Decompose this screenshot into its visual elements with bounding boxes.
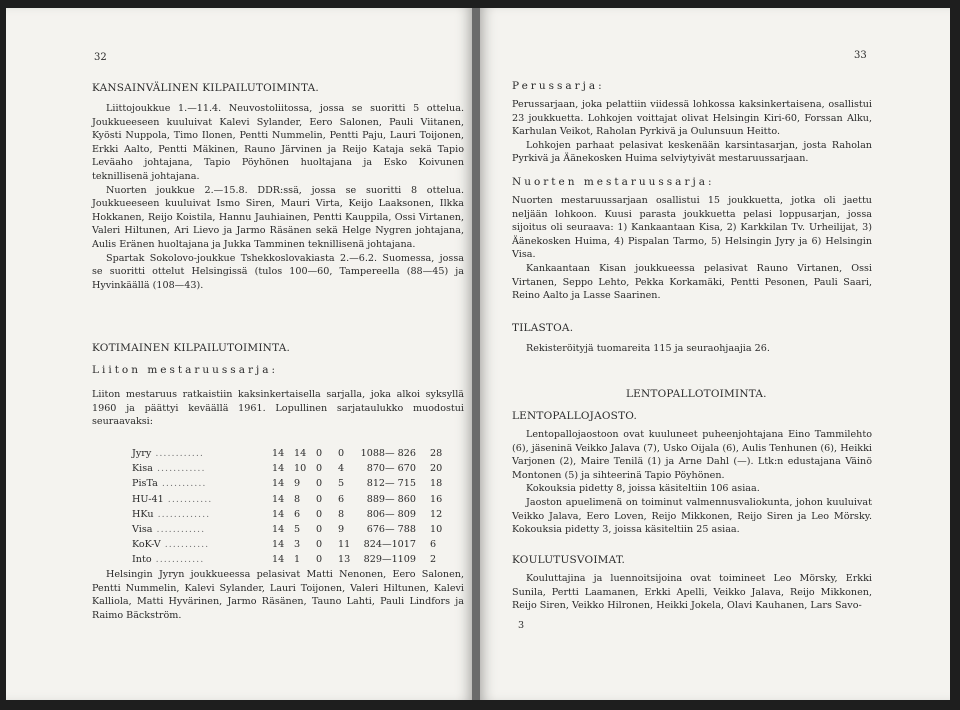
lost-cell: 0: [338, 448, 345, 459]
lost-cell: 6: [338, 493, 345, 505]
played-cell: 14: [272, 478, 285, 490]
won-cell: 1: [294, 554, 301, 566]
section-title-domestic: KOTIMAINEN KILPAILUTOIMINTA.: [92, 342, 291, 354]
team-label: Jyry: [132, 448, 152, 459]
book-gutter: [472, 8, 480, 700]
goals-cell: 812— 715: [366, 478, 416, 490]
played-cell: 14: [272, 448, 285, 459]
paragraph: Nuorten mestaruussarjaan osallistui 15 joukkuetta, jotka oli jaettu neljään lohkoon. Kuusi parasta joukkuetta pelasi loppusarjan, jossa sijoitus oli seuraava: 1) Kankaantaan Kisa, 2) Karkkilan Tv. Urheilijat, 3) Äänekosken Huima, 4) Pispalan Tarmo, 5) Helsingin Jyry ja 6) Helsingin Visa.: [512, 195, 872, 261]
won-cell: 5: [294, 524, 301, 536]
series-title: Liiton mestaruussarja:: [92, 364, 279, 376]
lost-cell: 8: [338, 508, 345, 520]
paragraph: Perussarjaan, joka pelattiin viidessä lohkossa kaksinkertaisena, osallistui 23 joukkuetta. Lohkojen voittajat olivat Helsingin Kiri-60, Forssan Alku, Karhulan Veikot, Raholan Pyrkivä ja Oulunsuun Heitto.: [512, 99, 872, 138]
drawn-cell: 0: [316, 554, 323, 566]
paragraph: Helsingin Jyryn joukkueessa pelasivat Matti Nenonen, Eero Salonen, Pentti Nummelin, Kalevi Sylander, Lauri Toijonen, Valeri Hiltunen, Kalevi Kalliola, Matti Hyvärinen, Jarmo Räsänen, Tauno Lahti, Pauli Lindfors ja Raimo Bäckström.: [92, 569, 464, 621]
lost-cell: 4: [338, 463, 345, 475]
won-cell: 8: [294, 493, 301, 505]
left-page: [6, 8, 472, 700]
table-row: [132, 522, 450, 537]
won-cell: 9: [294, 478, 301, 490]
leader-dots: ............: [152, 524, 206, 536]
page-number-right: 33: [854, 50, 867, 61]
lentopallotoiminta-title: LENTOPALLOTOIMINTA.: [626, 388, 767, 400]
lost-cell: 13: [338, 554, 351, 566]
team-name: [132, 476, 272, 491]
table-row: [132, 476, 450, 491]
played-cell: 14: [272, 463, 285, 475]
won-cell: 3: [294, 539, 301, 551]
paragraph: Liiton mestaruus ratkaistiin kaksinkertaisella sarjalla, joka alkoi syksyllä 1960 ja päättyi keväällä 1961. Lopullinen sarjataulukko muodostui seuraavaksi:: [92, 389, 464, 428]
drawn-cell: 0: [316, 463, 323, 475]
played-cell: 14: [272, 508, 285, 520]
leader-dots: ............: [151, 554, 205, 566]
nuorten-text: [512, 194, 872, 303]
team-label: HKu: [132, 508, 154, 520]
table-row: [132, 461, 450, 476]
team-name: [132, 492, 272, 507]
points-cell: 28: [430, 448, 443, 459]
team-name: [132, 522, 272, 537]
team-name: [132, 507, 272, 522]
series-intro-text: [92, 388, 464, 429]
played-cell: 14: [272, 493, 285, 505]
points-cell: 16: [430, 493, 443, 505]
points-cell: 10: [430, 524, 443, 536]
team-label: Into: [132, 554, 152, 566]
played-cell: 14: [272, 554, 285, 566]
goals-cell: 676— 788: [366, 524, 416, 536]
international-text: [92, 102, 464, 292]
drawn-cell: 0: [316, 478, 323, 490]
goals-cell: 1088— 826: [360, 448, 416, 459]
page-number-left: 32: [94, 52, 107, 63]
team-name: [132, 537, 272, 552]
koulutusvoimat-title: KOULUTUSVOIMAT.: [512, 554, 626, 566]
drawn-cell: 0: [316, 448, 323, 459]
paragraph: Lentopallojaostoon ovat kuuluneet puheenjohtajana Eino Tammilehto (6), jäseninä Veikko Jalava (7), Usko Oijala (6), Aulis Tenhunen (6), Heikki Varjonen (2), Maire Tenilä (1) ja Arne Dahl (—). Ltk:n edustajana Väinö Montonen (5) ja sihteerinä Tapio Pöyhönen.: [512, 429, 872, 481]
table-row: [132, 446, 450, 461]
played-cell: 14: [272, 524, 285, 536]
points-cell: 12: [430, 508, 443, 520]
paragraph: Spartak Sokolovo-joukkue Tshekkoslovakiasta 2.—6.2. Suomessa, jossa se suoritti ottelut Helsingissä (tulos 100—60, Tampereella (88—45) ja Hyvinkäällä (108—43).: [92, 252, 464, 291]
leader-dots: ............: [151, 448, 204, 459]
won-cell: 14: [294, 448, 307, 459]
team-label: Visa: [132, 524, 153, 536]
played-cell: 14: [272, 539, 285, 551]
team-label: HU-41: [132, 493, 164, 505]
points-cell: 20: [430, 463, 443, 475]
koulutusvoimat-text: [512, 572, 872, 613]
goals-cell: 829—1109: [363, 554, 416, 566]
team-name: [132, 461, 272, 476]
nuorten-title: Nuorten mestaruussarja:: [512, 176, 715, 188]
leader-dots: ...........: [160, 539, 210, 551]
lentopallojaosto-title: LENTOPALLOJAOSTO.: [512, 410, 638, 422]
paragraph: Liittojoukkue 1.—11.4. Neuvostoliitossa, jossa se suoritti 5 ottelua. Joukkueeseen kuuluivat Kalevi Sylander, Eero Salonen, Pauli Viitanen, Kyösti Nuppola, Timo Ilonen, Pentti Nummelin, Pentti Paju, Lauri Toijonen, Erkki Aalto, Pentti Mäkinen, Rauno Järvinen ja Reijo Kataja sekä Tapio Leväaho johtajana, Tapio Pöyhönen huoltajana ja Esko Koivunen teknillisenä johtajana.: [92, 103, 464, 182]
goals-cell: 806— 809: [366, 508, 416, 520]
drawn-cell: 0: [316, 508, 323, 520]
drawn-cell: 0: [316, 524, 323, 536]
drawn-cell: 0: [316, 493, 323, 505]
standings-table: [132, 446, 450, 568]
team-name: [132, 552, 272, 567]
points-cell: 6: [430, 539, 437, 551]
team-name: [132, 446, 272, 461]
bottom-number: 3: [518, 620, 525, 631]
paragraph: Rekisteröityjä tuomareita 115 ja seuraohjaajia 26.: [526, 343, 770, 354]
leader-dots: ...........: [157, 478, 207, 490]
team-label: PisTa: [132, 478, 158, 490]
won-cell: 10: [294, 463, 307, 475]
goals-cell: 870— 670: [366, 463, 416, 475]
lost-cell: 9: [338, 524, 345, 536]
table-row: [132, 537, 450, 552]
lost-cell: 5: [338, 478, 345, 490]
points-cell: 18: [430, 478, 443, 490]
paragraph: Lohkojen parhaat pelasivat keskenään karsintasarjan, josta Raholan Pyrkivä ja Äänekosken Huima selviytyivät mestaruussarjaan.: [512, 139, 872, 165]
paragraph: Kouluttajina ja luennoitsijoina ovat toimineet Leo Mörsky, Erkki Sunila, Pertti Laamanen, Erkki Apelli, Veikko Jalava, Reijo Mikkonen, Reijo Siren, Veikko Hilronen, Heikki Jokela, Olavi Kauhanen, Lars Savo-: [512, 573, 872, 612]
leader-dots: .............: [153, 508, 211, 520]
paragraph: Kankaantaan Kisan joukkueessa pelasivat Rauno Virtanen, Ossi Virtanen, Seppo Lehto, Pekka Korkamäki, Pentti Pesonen, Pauli Saari, Reino Aalto ja Lasse Saarinen.: [512, 262, 872, 302]
table-row: [132, 492, 450, 507]
leader-dots: ...........: [163, 493, 213, 505]
right-page: [480, 8, 950, 700]
goals-cell: 824—1017: [363, 539, 416, 551]
closing-text: [92, 568, 464, 622]
section-title-international: KANSAINVÄLINEN KILPAILUTOIMINTA.: [92, 82, 319, 94]
lost-cell: 11: [338, 539, 351, 551]
table-row: [132, 552, 450, 567]
won-cell: 6: [294, 508, 301, 520]
team-label: Kisa: [132, 463, 153, 475]
tilasto-text: [512, 342, 872, 356]
points-cell: 2: [430, 554, 437, 566]
team-label: KoK-V: [132, 539, 161, 551]
goals-cell: 889— 860: [366, 493, 416, 505]
tilasto-title: TILASTOA.: [512, 322, 574, 334]
perussarja-text: [512, 98, 872, 166]
drawn-cell: 0: [316, 539, 323, 551]
paragraph: Kokouksia pidetty 8, joissa käsiteltiin 106 asiaa.: [526, 483, 760, 495]
table-row: [132, 507, 450, 522]
paragraph: Jaoston apuelimenä on toiminut valmennusvaliokunta, johon kuuluivat Veikko Jalava, Eero Loven, Reijo Mikkonen, Reijo Siren ja Leo Mörsky. Kokouksia pidetty 3, joissa käsiteltiin 25 asiaa.: [512, 496, 872, 536]
lentopallojaosto-text: [512, 428, 872, 537]
leader-dots: ............: [152, 463, 206, 475]
perussarja-title: Perussarja:: [512, 80, 605, 92]
paragraph: Nuorten joukkue 2.—15.8. DDR:ssä, jossa se suoritti 8 ottelua. Joukkueeseen kuuluivat Ismo Siren, Mauri Virta, Keijo Laaksonen, Ilkka Hokkanen, Reijo Koistila, Hannu Jauhiainen, Pentti Kauppila, Ossi Virtanen, Valeri Hiltunen, Ari Lievo ja Jarmo Räsänen sekä Helge Nygren johtajana, Aulis Eränen huoltajana ja Jukka Tamminen teknillisenä johtajana.: [92, 184, 464, 250]
